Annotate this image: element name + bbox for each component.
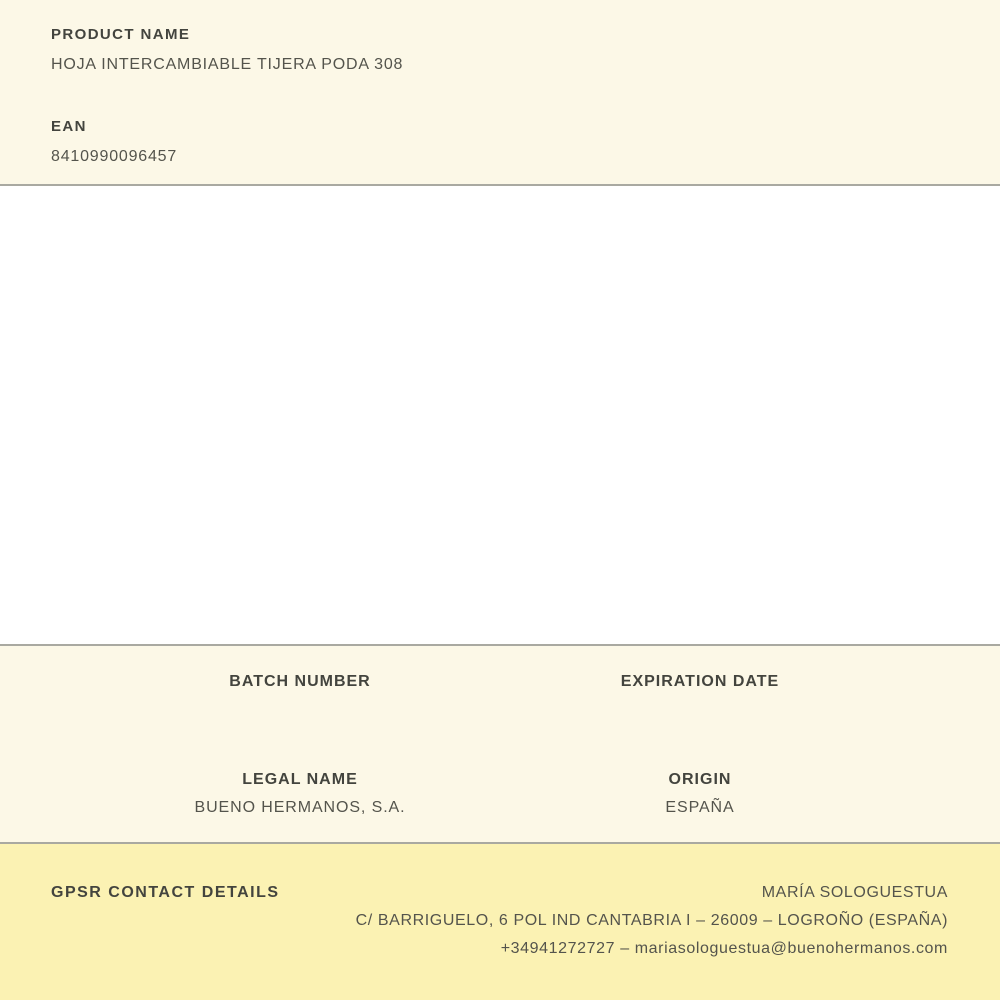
legal-name-label: LEGAL NAME [242,771,358,788]
contact-person-name: MARÍA SOLOGUESTUA [761,884,948,901]
ean-field [51,118,1000,166]
contact-address: C/ BARRIGUELO, 6 POL IND CANTABRIA I – 26009 – LOGROÑO (ESPAÑA) [355,912,948,929]
batch-number-field [100,673,500,701]
expiration-date-label: EXPIRATION DATE [620,673,780,690]
origin-label: ORIGIN [668,771,732,788]
ean-label: EAN [51,118,87,135]
product-name-value: HOJA INTERCAMBIABLE TIJERA PODA 308 [51,56,404,73]
contact-phone-email: +34941272727 – mariasologuestua@buenohermanos.com [500,940,948,957]
product-image-placeholder [0,186,1000,644]
product-header-section [0,0,1000,184]
product-name-label: PRODUCT NAME [51,26,191,43]
details-grid [100,673,900,817]
gpsr-contact-section [0,844,1000,1000]
legal-name-value: BUENO HERMANOS, S.A. [194,799,406,816]
product-details-section [0,646,1000,842]
product-name-field [51,26,1000,74]
gpsr-contact-label: GPSR CONTACT DETAILS [51,884,280,901]
origin-field [500,771,900,817]
ean-value: 8410990096457 [51,148,178,165]
legal-name-field [100,771,500,817]
gpsr-contact-block [356,879,948,963]
origin-value: ESPAÑA [665,799,735,816]
expiration-date-field [500,673,900,701]
batch-number-label: BATCH NUMBER [229,673,371,690]
